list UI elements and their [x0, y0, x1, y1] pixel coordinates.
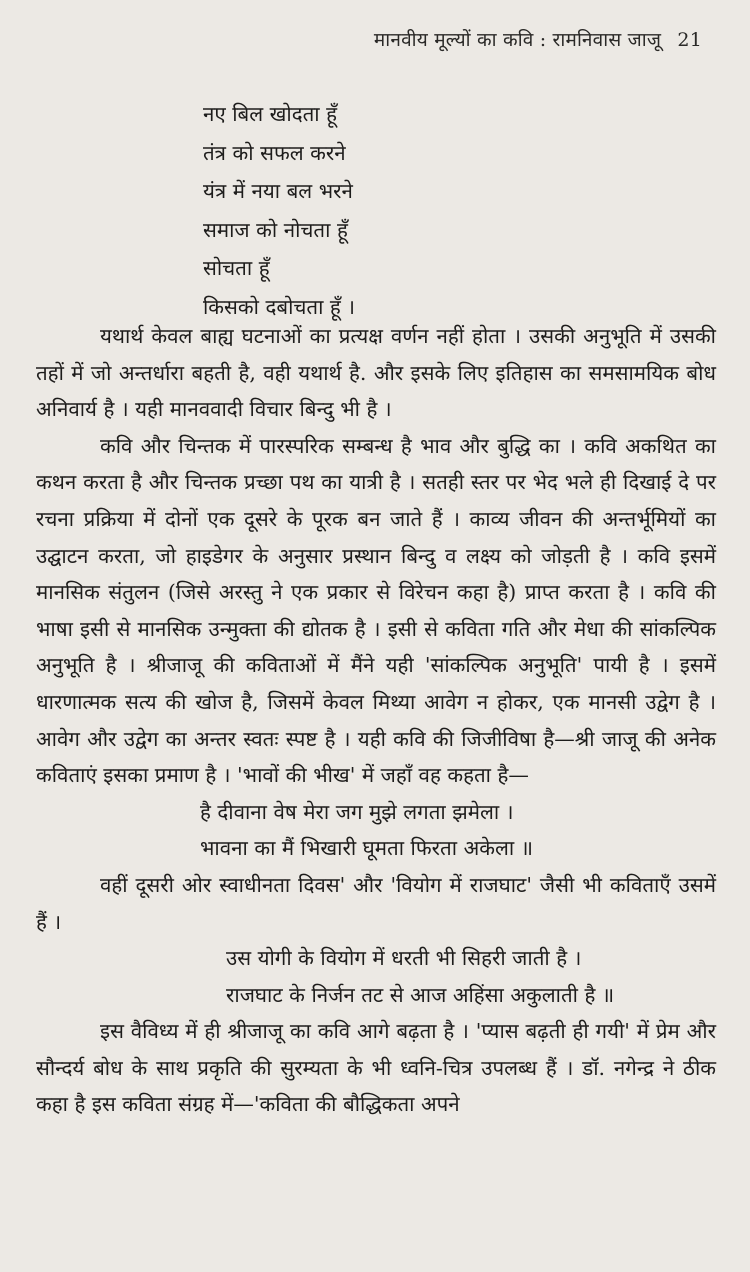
paragraph-other-poems: वहीं दूसरी ओर स्वाधीनता दिवस' और 'वियोग में राजघाट' जैसी भी कविताएँ उसमें हैं ।	[36, 872, 716, 934]
verse-line: राजघाट के निर्जन तट से आज अहिंसा अकुलाती है ॥	[226, 982, 615, 1007]
page-number: 21	[677, 29, 702, 51]
verse-quote-bhavon-ki-bheekh	[36, 794, 716, 867]
verse-line: है दीवाना वेष मेरा जग मुझे लगता झमेला ।	[200, 799, 514, 824]
body-text	[36, 318, 716, 1123]
verse-line: उस योगी के वियोग में धरती भी सिहरी जाती है ।	[226, 946, 582, 971]
poem-line: किसको दबोचता हूँ ।	[203, 294, 356, 319]
poem-line: तंत्र को सफल करने	[203, 140, 346, 165]
header-title: मानवीय मूल्यों का कवि : रामनिवास जाजू	[373, 29, 662, 51]
paragraph-poet-thinker: कवि और चिन्तक में पारस्परिक सम्बन्ध है भाव और बुद्धि का । कवि अकथित का कथन करता है और चिन्तक प्रच्छा पथ का यात्री है । सतही स्तर पर भेद भले ही दिखाई दे पर रचना प्रक्रिया में दोनों एक दूसरे के पूरक बन जाते हैं । काव्य जीवन की अन्तर्भूमियों का उद्घाटन करता, जो हाइडेगर के अनुसार प्रस्थान बिन्दु व लक्ष्य को जोड़ती है । कवि इसमें मानसिक संतुलन (जिसे अरस्तु ने एक प्रकार से विरेचन कहा है) प्राप्त करता है । कवि की भाषा इसी से मानसिक उन्मुक्ता की द्योतक है । इसी से कविता गति और मेधा की सांकल्पिक अनुभूति है । श्रीजाजू की कविताओं में मैंने यही 'सांकल्पिक अनुभूति' पायी है । इसमें धारणात्मक सत्य की खोज है, जिसमें केवल मिथ्या आवेग न होकर, एक मानसी उद्वेग है । आवेग और उद्वेग का अन्तर स्वतः स्पष्ट है । यही कवि की जिजीविषा है—श्री जाजू की अनेक कविताएं इसका प्रमाण है । 'भावों की भीख' में जहाँ वह कहता है—	[36, 433, 716, 788]
poem-line: सोचता हूँ	[203, 256, 270, 280]
running-header	[374, 26, 702, 52]
verse-line: भावना का मैं भिखारी घूमता फिरता अकेला ॥	[200, 836, 533, 861]
poem-line: यंत्र में नया बल भरने	[203, 179, 353, 203]
poem-excerpt	[203, 95, 355, 326]
poem-line: समाज को नोचता हूँ	[203, 217, 348, 242]
poem-line: नए बिल खोदता हूँ	[203, 102, 338, 126]
verse-quote-rajghat	[36, 940, 716, 1013]
paragraph-realism: यथार्थ केवल बाह्य घटनाओं का प्रत्यक्ष वर्णन नहीं होता । उसकी अनुभूति में उसकी तहों में जो अन्तर्धारा बहती है, वही यथार्थ है. और इसके लिए इतिहास का समसामयिक बोध अनिवार्य है । यही मानववादी विचार बिन्दु भी है ।	[36, 324, 716, 422]
paragraph-diversity: इस वैविध्य में ही श्रीजाजू का कवि आगे बढ़ता है । 'प्यास बढ़ती ही गयी' में प्रेम और सौन्दर्य बोध के साथ प्रकृति की सुरम्यता के भी ध्वनि-चित्र उपलब्ध हैं । डॉ. नगेन्द्र ने ठीक कहा है इस कविता संग्रह में—'कविता की बौद्धिकता अपने	[36, 1019, 716, 1117]
